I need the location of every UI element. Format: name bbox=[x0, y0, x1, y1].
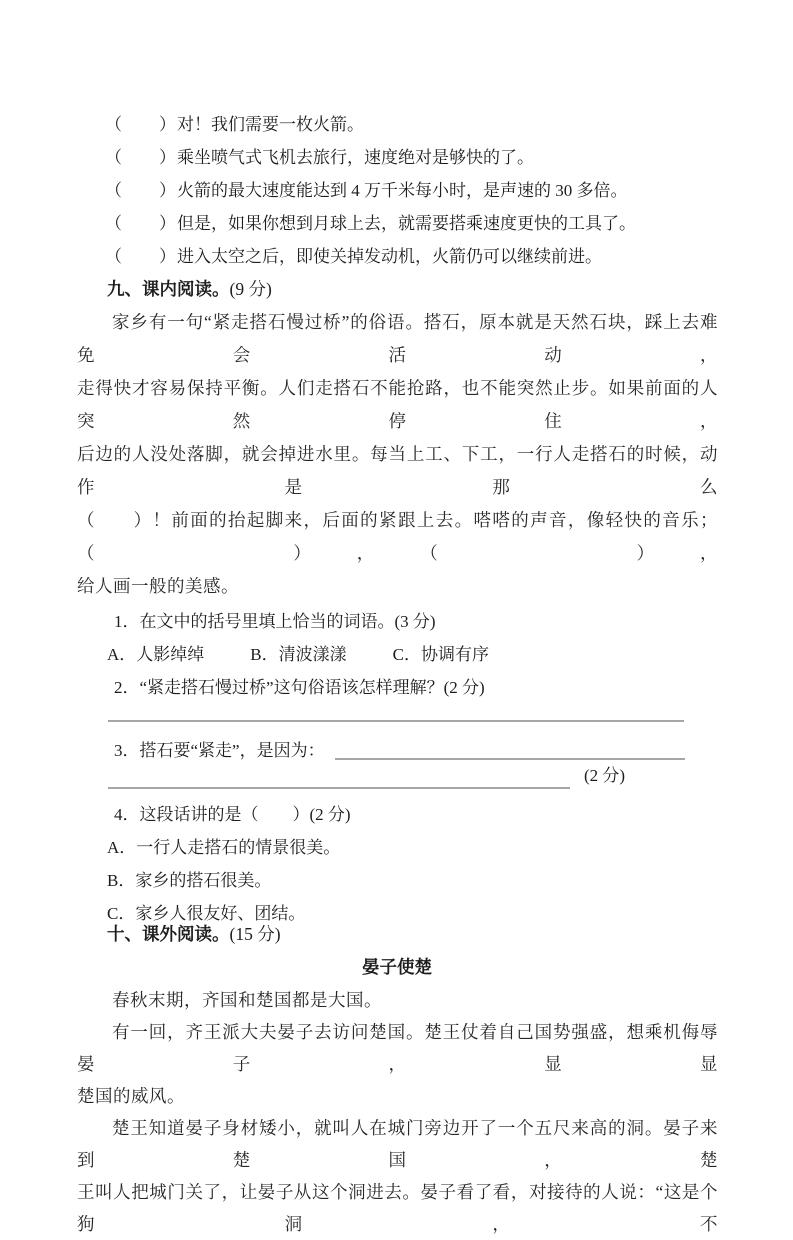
question-1-options bbox=[107, 638, 730, 671]
question-4-option-c: C．家乡人很友好、团结。 bbox=[107, 904, 306, 923]
story-line: 王叫人把城门关了，让晏子从这个洞进去。晏子看了看，对接待的人说：“这是个狗洞，不 bbox=[77, 1182, 718, 1234]
section-nine-score: (9 分) bbox=[229, 279, 272, 299]
passage-line: 走得快才容易保持平衡。人们走搭石不能抢路，也不能突然止步。如果前面的人突然停住， bbox=[77, 378, 718, 431]
story-title-row bbox=[64, 951, 730, 984]
question-3-score: (2 分) bbox=[584, 766, 626, 785]
reading-passage-yanzi bbox=[77, 984, 718, 1240]
answer-paren-blank: （ ） bbox=[105, 214, 177, 233]
ordering-exercise bbox=[64, 108, 730, 273]
answer-blank-line bbox=[335, 734, 685, 760]
section-ten-title: 十、课外阅读。 bbox=[107, 924, 230, 944]
ordering-item bbox=[105, 240, 730, 273]
ordering-item-text: 乘坐喷气式飞机去旅行，速度绝对是够快的了。 bbox=[177, 148, 534, 167]
answer-paren-blank: （ ） bbox=[105, 115, 177, 134]
option-c: C．协调有序 bbox=[392, 645, 489, 664]
story-title: 晏子使楚 bbox=[362, 957, 432, 977]
ordering-item bbox=[105, 174, 730, 207]
passage-line: 给人画一般的美感。 bbox=[77, 576, 239, 596]
section-ten-score: (15 分) bbox=[229, 924, 281, 944]
question-1: 1．在文中的括号里填上恰当的词语。(3 分) bbox=[114, 612, 436, 631]
story-line: 有一回，齐王派大夫晏子去访问楚国。楚王仗着自己国势强盛，想乘机侮辱晏子，显显 bbox=[77, 1022, 718, 1074]
answer-paren-blank: （ ） bbox=[105, 181, 177, 200]
answer-paren-blank: （ ） bbox=[105, 148, 177, 167]
passage-line: 家乡有一句“紧走搭石慢过桥”的俗语。搭石，原本就是天然石块，踩上去难免会活动， bbox=[77, 312, 718, 365]
answer-paren-blank: （ ） bbox=[105, 247, 177, 266]
story-line: 楚国的威风。 bbox=[77, 1086, 185, 1106]
option-a: A．人影绰绰 bbox=[107, 645, 205, 664]
question-4: 4．这段话讲的是（ ）(2 分) bbox=[114, 805, 351, 824]
story-line: 春秋末期，齐国和楚国都是大国。 bbox=[112, 990, 382, 1010]
passage-line: （ ）！前面的抬起脚来，后面的紧跟上去。嗒嗒的声音，像轻快的音乐；（ ），（ ）， bbox=[77, 510, 718, 563]
section-nine-heading bbox=[107, 273, 730, 306]
story-line: 楚王知道晏子身材矮小，就叫人在城门旁边开了一个五尺来高的洞。晏子来到楚国，楚 bbox=[77, 1118, 718, 1170]
ordering-item-text: 对！我们需要一枚火箭。 bbox=[177, 115, 364, 134]
section-ten-heading bbox=[107, 918, 730, 951]
ordering-item bbox=[105, 108, 730, 141]
question-4-option-a: A．一行人走搭石的情景很美。 bbox=[107, 838, 341, 857]
answer-blank-line bbox=[108, 765, 570, 789]
question-3-label: 3．搭石要“紧走”，是因为： bbox=[114, 741, 325, 760]
answer-blank-line bbox=[108, 720, 684, 722]
ordering-item bbox=[105, 207, 730, 240]
ordering-item-text: 但是，如果你想到月球上去，就需要搭乘速度更快的工具了。 bbox=[177, 214, 636, 233]
option-b: B．清波漾漾 bbox=[250, 645, 347, 664]
ordering-item-text: 火箭的最大速度能达到 4 万千米每小时，是声速的 30 多倍。 bbox=[177, 181, 628, 200]
reading-passage-dashi bbox=[77, 306, 718, 603]
question-2: 2．“紧走搭石慢过桥”这句俗语该怎样理解？(2 分) bbox=[114, 678, 485, 697]
passage-line: 后边的人没处落脚，就会掉进水里。每当上工、下工，一行人走搭石的时候，动作是那么 bbox=[77, 444, 718, 497]
ordering-item-text: 进入太空之后，即使关掉发动机，火箭仍可以继续前进。 bbox=[177, 247, 602, 266]
ordering-item bbox=[105, 141, 730, 174]
question-4-option-b: B．家乡的搭石很美。 bbox=[107, 871, 272, 890]
section-nine-title: 九、课内阅读。 bbox=[107, 279, 230, 299]
question-3-answer-row bbox=[108, 763, 730, 789]
